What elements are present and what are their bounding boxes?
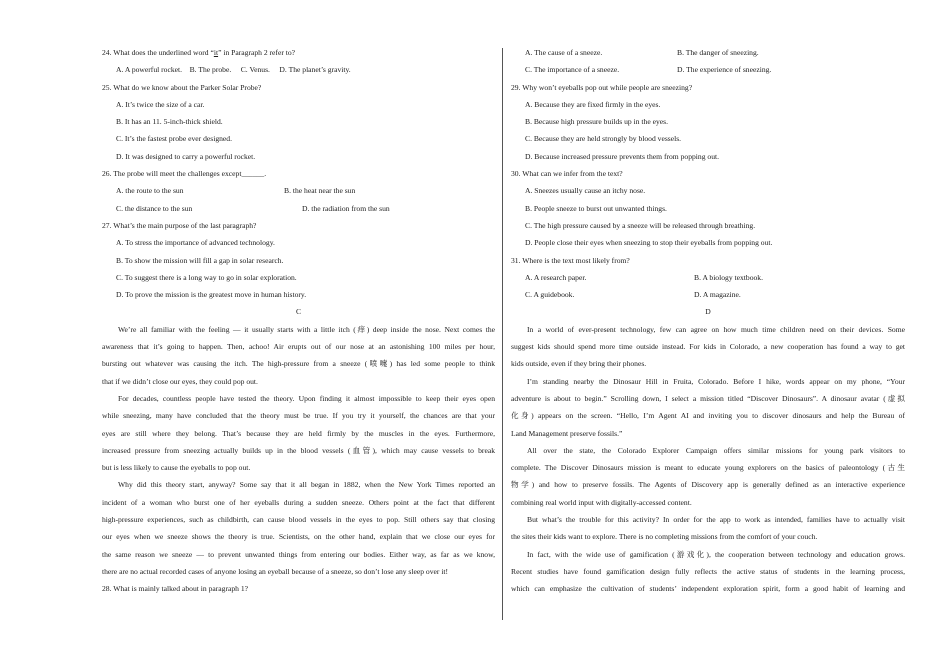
section-c-heading: C: [295, 307, 302, 317]
paragraph-line: while sneezing, many have concluded that the theory must be true. If you try it yourself, the chances are that your: [102, 411, 495, 421]
paragraph-line: I’m standing nearby the Dinosaur Hill in Fruita, Colorado. Before I hike, words appear on my phone, “Your: [527, 376, 905, 386]
q26-option-a: A. the route to the sun: [116, 186, 184, 196]
q26-options-row2: [102, 200, 495, 217]
q26-option-b: B. the heat near the sun: [284, 186, 356, 196]
paragraph-line: In fact, with the wide use of gamification (游戏化), the cooperation between technology and education grows.: [527, 549, 905, 559]
paragraph-line: kids outside, even if they bring their phones.: [511, 359, 647, 369]
right-column: [511, 44, 905, 598]
q24-option-d: D. The planet’s gravity.: [279, 65, 351, 75]
q28-options-row2: [511, 61, 905, 78]
passage-d-paragraph-3: [511, 442, 905, 511]
passage-c-paragraph-1: [102, 321, 495, 390]
paragraph-line: which can emphasize the cultivation of students’ independent exploration spirit, form a good habit of learning and: [511, 584, 905, 594]
q31-option-b: B. A biology textbook.: [694, 272, 763, 282]
q31-option-d: D. A magazine.: [694, 290, 741, 300]
paragraph-line: 物学) and how to preserve fossils. The Agents of Discovery app is generally defined as an interactive experience: [511, 480, 905, 490]
q31-option-a: A. A research paper.: [525, 272, 587, 282]
q25-option-a: A. It’s twice the size of a car.: [116, 99, 205, 109]
passage-c-paragraph-3: [102, 476, 495, 580]
q31-options-row2: [511, 286, 905, 303]
q29-option-b: B. Because high pressure builds up in the eyes.: [525, 117, 668, 127]
paragraph-line: bursting out whatever was causing the itch. The high-pressure from a sneeze (喷嚏) has led some people to think: [102, 359, 495, 369]
q25-stem: 25. What do we know about the Parker Solar Probe?: [102, 82, 262, 92]
left-column: [102, 44, 495, 598]
paragraph-line: Why did this theory start, anyway? Some say that it all began in 1882, when the New York Times reported an: [118, 480, 495, 490]
q29-option-c: C. Because they are held strongly by blood vessels.: [525, 134, 682, 144]
paragraph-line: the same reason we sneeze — to prevent unwanted things from entering our bodies. Either way, as far as we know,: [102, 549, 495, 559]
paragraph-line: increased pressure from sneezing actually builds up in the blood vessels (血管), which may cause vessels to break: [102, 445, 495, 455]
column-divider: [502, 48, 503, 620]
q28-options-row1: [511, 44, 905, 61]
paragraph-line: but is less likely to cause the eyeballs to pop out.: [102, 463, 251, 473]
paragraph-line: In a world of ever-present technology, few can agree on how much time children need on their devices. Some: [527, 324, 905, 334]
q27-option-b: B. To show the mission will fill a gap in solar research.: [116, 255, 284, 265]
paragraph-line: We’re all familiar with the feeling — it usually starts with a little itch (痒) deep inside the nose. Next comes the: [118, 324, 495, 334]
paragraph-line: 化身) appears on the screen. “Hello, I’m Agent AI and inviting you to discover dinosaurs and help the Bureau of: [511, 411, 905, 421]
q26-option-d: D. the radiation from the sun: [302, 203, 390, 213]
paragraph-line: awareness that it’s going to happen. Then, achoo! Air erupts out of our nose at an astonishing 100 miles per hour,: [102, 342, 495, 352]
paragraph-line: Land Management preserve fossils.”: [511, 428, 623, 438]
paragraph-line: complete. The Discover Dinosaurs mission is meant to educate young explorers on the basics of paleontology (古生: [511, 463, 905, 473]
q31-options-row1: [511, 269, 905, 286]
q29-option-a: A. Because they are fixed firmly in the eyes.: [525, 99, 661, 109]
q28-option-a: A. The cause of a sneeze.: [525, 48, 603, 57]
q29-stem: 29. Why won’t eyeballs pop out while people are sneezing?: [511, 82, 693, 92]
paragraph-line: suggest kids should spend more time outside instead. For kids in Colorado, a new cooperation has found a way to get: [511, 342, 905, 352]
passage-d-paragraph-2: [511, 373, 905, 442]
q30-option-d: D. People close their eyes when sneezing to stop their eyeballs from popping out.: [525, 238, 773, 248]
q24-stem: 24. What does the underlined word “it” in Paragraph 2 refer to?: [102, 48, 296, 57]
q28-option-c: C. The importance of a sneeze.: [525, 65, 620, 75]
paragraph-line: our eyes when we sneeze shows the theory is true. Scientists, on the other hand, explain that we close our eyes for: [102, 532, 495, 542]
q24-option-a: A. A powerful rocket.: [116, 65, 183, 75]
q28-option-b: B. The danger of sneezing.: [677, 48, 759, 57]
q30-option-a: A. Sneezes usually cause an itchy nose.: [525, 186, 646, 196]
q30-option-b: B. People sneeze to burst out unwanted things.: [525, 203, 667, 213]
paragraph-line: Recent studies have found gamification design fully reflects the active status of students in the learning process,: [511, 566, 905, 576]
passage-d-paragraph-1: [511, 321, 905, 373]
q25-option-c: C. It’s the fastest probe ever designed.: [116, 134, 232, 144]
paragraph-line: But what’s the trouble for this activity? In order for the app to work as intended, families have to actually visit: [527, 515, 905, 525]
passage-c-paragraph-2: [102, 390, 495, 476]
q28-option-d: D. The experience of sneezing.: [677, 65, 772, 75]
q27-option-d: D. To prove the mission is the greatest move in human history.: [116, 290, 307, 300]
paragraph-line: incident of a woman who burst one of her eyeballs during a sudden sneeze. Others point at the fact that different: [102, 497, 495, 507]
q26-options-row1: [102, 182, 495, 199]
q31-stem: 31. Where is the text most likely from?: [511, 255, 630, 265]
q24-options: [102, 61, 495, 78]
passage-d-paragraph-4: [511, 511, 905, 546]
q26-option-c: C. the distance to the sun: [116, 203, 193, 213]
q26-stem: 26. The probe will meet the challenges except______.: [102, 169, 267, 179]
q27-option-c: C. To suggest there is a long way to go in solar exploration.: [116, 272, 297, 282]
q29-option-d: D. Because increased pressure prevents them from popping out.: [525, 151, 720, 161]
q24-option-b: B. The probe.: [189, 65, 232, 75]
paragraph-line: combining real world input with digitally-accessed content.: [511, 497, 692, 507]
q24-option-c: C. Venus.: [240, 65, 270, 75]
q31-option-c: C. A guidebook.: [525, 290, 575, 300]
paragraph-line: For decades, countless people have tested the theory. Upon finding it almost impossible to keep their eyes open: [118, 393, 495, 403]
paragraph-line: adventure is about to begin.” Scrolling down, I select a mission titled “Discover Dinosaurs”. A dinosaur avatar (虚拟: [511, 393, 905, 403]
paragraph-line: eyes are still where they belong. That’s because they are held firmly by the muscles in the eyes. Furthermore,: [102, 428, 495, 438]
paragraph-line: the sites their kids want to explore. There is no completing missions from the comfort of your couch.: [511, 532, 818, 542]
paragraph-line: All over the state, the Colorado Explorer Campaign offers similar missions for young park visitors to: [527, 445, 905, 455]
q27-option-a: A. To stress the importance of advanced technology.: [116, 238, 275, 248]
passage-d-paragraph-5: [511, 546, 905, 598]
q25-option-d: D. It was designed to carry a powerful rocket.: [116, 151, 256, 161]
q28-stem: 28. What is mainly talked about in paragraph 1?: [102, 584, 248, 594]
q30-option-c: C. The high pressure caused by a sneeze will be released through breathing.: [525, 220, 756, 230]
section-d-heading: D: [705, 307, 711, 317]
paragraph-line: there are no actual recorded cases of anyone losing an eyeball because of a sneeze, so don’t lose any sleep over it!: [102, 566, 449, 576]
q30-stem: 30. What can we infer from the text?: [511, 169, 623, 179]
paragraph-line: that if we didn’t close our eyes, they could pop out.: [102, 376, 258, 386]
q27-stem: 27. What’s the main purpose of the last paragraph?: [102, 220, 257, 230]
q25-option-b: B. It has an 11. 5-inch-thick shield.: [116, 117, 223, 127]
paragraph-line: high-pressure experiences, such as childbirth, can cause blood vessels in the eyes to pop. Still others say that closing: [102, 515, 495, 525]
